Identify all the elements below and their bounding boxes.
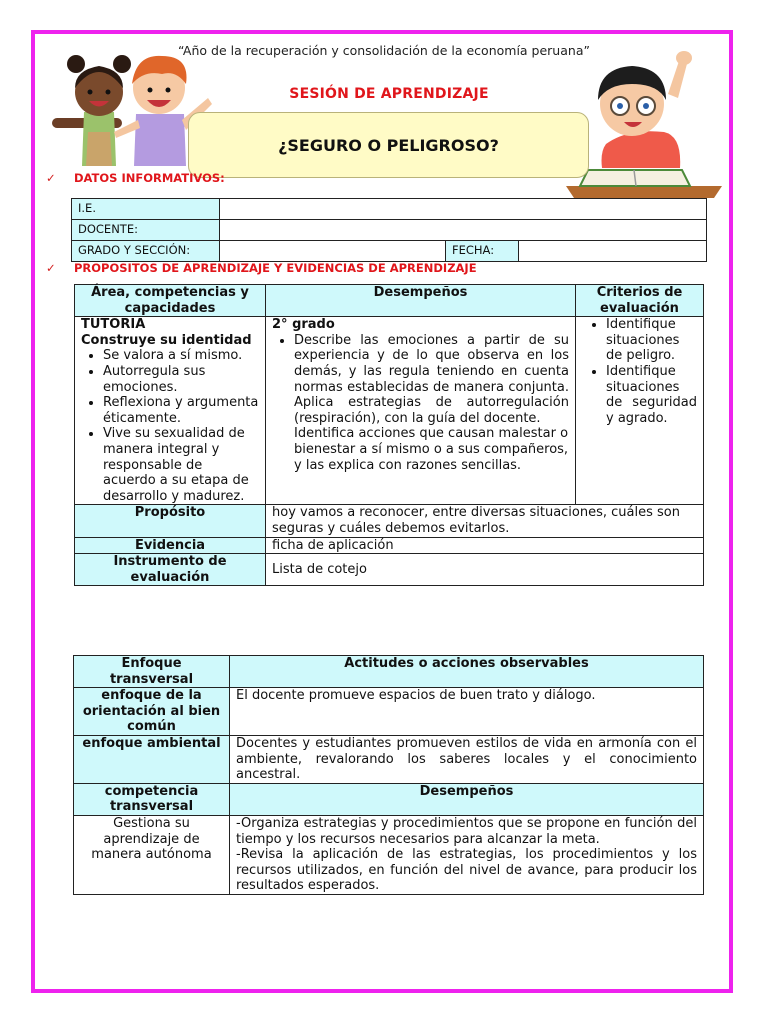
info-fecha-value — [519, 241, 707, 262]
evidencia-label: Evidencia — [75, 537, 266, 554]
gestiona-item-1: -Organiza estrategias y procedimientos que se propone en función del tiempo y los recursos necesarios para alcanzar la meta. — [236, 815, 697, 847]
actitudes-header: Actitudes o acciones observables — [230, 656, 704, 688]
info-table — [71, 198, 707, 262]
enfoques-table — [73, 655, 704, 895]
list-item: • Autorregula sus emociones. — [103, 364, 259, 395]
check-icon: ✓ — [46, 261, 56, 275]
info-docente-label: DOCENTE: — [72, 220, 220, 241]
instrumento-label: Instrumento de evaluación — [75, 554, 266, 586]
list-item: • Vive su sexualidad de manera integral y responsable de acuerdo a su etapa de desarrollo y madurez. — [103, 426, 259, 504]
section-datos — [46, 171, 225, 185]
list-item: • Se valora a sí mismo. — [103, 348, 259, 364]
info-grado-value — [220, 241, 446, 262]
gestiona-text — [230, 815, 704, 894]
proposito-label: Propósito — [75, 505, 266, 537]
enfoque-header: Enfoque transversal — [74, 656, 230, 688]
desempenos-header-2: Desempeños — [230, 783, 704, 815]
list-item: • Reflexiona y argumenta éticamente. — [103, 395, 259, 426]
enfoque-ambiental: enfoque ambiental — [74, 735, 230, 783]
header-criterios: Criterios de evaluación — [576, 285, 704, 317]
desempenos-cell — [266, 317, 576, 505]
criterios-list — [582, 317, 697, 426]
area-competence: Construye su identidad — [81, 332, 252, 348]
section-datos-label: DATOS INFORMATIVOS: — [74, 171, 225, 185]
criterios-cell — [576, 317, 704, 505]
enfoque-bien-comun-text: El docente promueve espacios de buen trato y diálogo. — [230, 688, 704, 736]
check-icon: ✓ — [46, 171, 56, 185]
instrumento-text: Lista de cotejo — [266, 554, 704, 586]
proposito-text: hoy vamos a reconocer, entre diversas situaciones, cuáles son seguras y cuáles debemos evitarlos. — [266, 505, 704, 537]
info-docente-value — [220, 220, 707, 241]
list-item: • Describe las emociones a partir de su experiencia y de lo que observa en los demás, y las regula teniendo en cuenta normas establecidas de manera conjunta. Aplica estrategias de autorregulación (respiración), con la guía del docente. — [294, 333, 569, 427]
gestiona-aprendizaje: Gestiona su aprendizaje de manera autónoma — [74, 815, 230, 894]
learning-table — [74, 284, 704, 586]
grade-label: 2° grado — [272, 317, 335, 333]
main-title: ¿SEGURO O PELIGROSO? — [278, 135, 499, 155]
list-item: • Identifique situaciones de peligro. — [606, 317, 697, 364]
section-propositos-label: PROPOSITOS DE APRENDIZAJE Y EVIDENCIAS DE APRENDIZAJE — [74, 261, 477, 275]
info-grado-label: GRADO Y SECCIÓN: — [72, 241, 220, 262]
main-title-box — [188, 112, 589, 178]
area-cell — [75, 317, 266, 505]
list-item: • Identifique situaciones de seguridad y agrado. — [606, 364, 697, 426]
year-motto: “Año de la recuperación y consolidación de la economía peruana” — [178, 43, 590, 58]
evidencia-text: ficha de aplicación — [266, 537, 704, 554]
header-desempenos: Desempeños — [266, 285, 576, 317]
desempenos-list — [272, 333, 569, 427]
info-ie-value — [220, 199, 707, 220]
enfoque-bien-comun: enfoque de la orientación al bien común — [74, 688, 230, 736]
desempeno-extra: Identifica acciones que causan malestar o bienestar a sí mismo o a sus compañeros, y las explica con razones sencillas. — [294, 426, 569, 473]
info-fecha-label: FECHA: — [446, 241, 519, 262]
capacidades-list — [81, 348, 259, 504]
header-area: Área, competencias y capacidades — [75, 285, 266, 317]
info-ie-label: I.E. — [72, 199, 220, 220]
gestiona-item-2: -Revisa la aplicación de las estrategias, los procedimientos y los recursos utilizados, en función del nivel de avance, para producir los resultados esperados. — [236, 847, 697, 894]
area-name: TUTORIA — [81, 317, 146, 333]
enfoque-ambiental-text: Docentes y estudiantes promueven estilos de vida en armonía con el ambiente, revalorando los saberes locales y el conocimiento ancestral. — [230, 735, 704, 783]
session-title: SESIÓN DE APRENDIZAJE — [289, 86, 489, 102]
section-propositos — [46, 261, 477, 275]
competencia-transversal: competencia transversal — [74, 783, 230, 815]
